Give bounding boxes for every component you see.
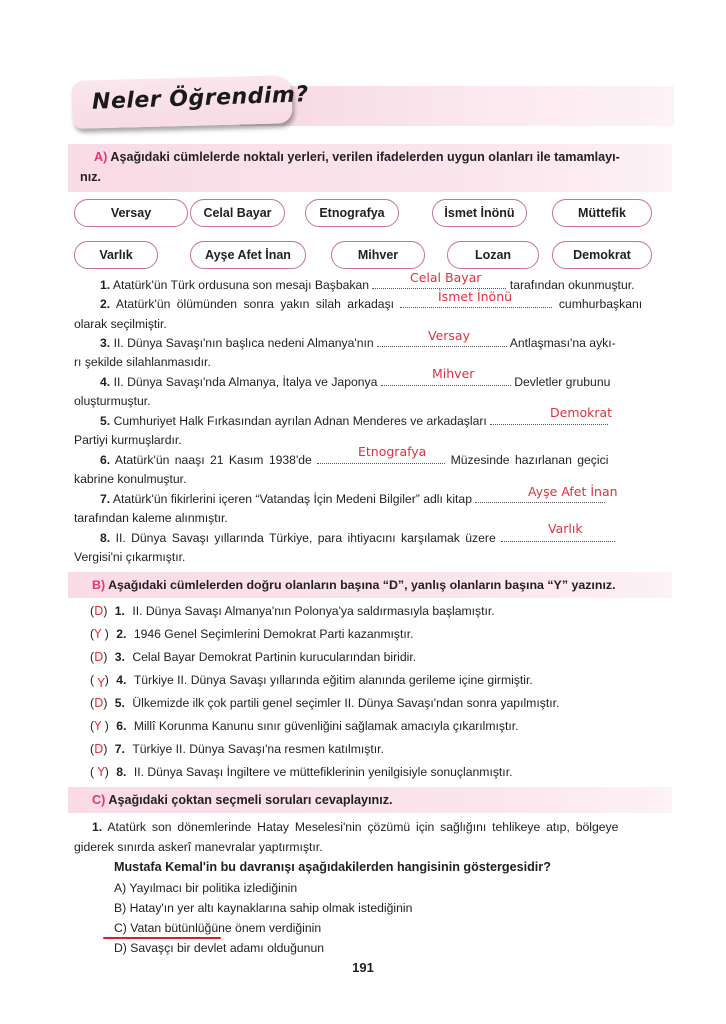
tf-item-4: ( Y) 4. Türkiye II. Dünya Savaşı yıllarında eğitim alanında gerileme içine girmiştir. bbox=[90, 673, 533, 690]
item-text: II. Dünya Savaşı Almanya'nın Polonya'ya saldırmasıyla başlamıştır. bbox=[132, 604, 495, 618]
item-text: Celal Bayar Demokrat Partinin kurucularından biridir. bbox=[132, 650, 417, 664]
tf-item-2: (Y ) 2. 1946 Genel Seçimlerini Demokrat Parti kazanmıştır. bbox=[90, 627, 414, 641]
word-chip: Lozan bbox=[447, 241, 539, 269]
item-text: Müzesinde hazırlanan geçici bbox=[450, 453, 609, 467]
tf-item-7: (D) 7. Türkiye II. Dünya Savaşı'na resmen katılmıştır. bbox=[90, 742, 384, 756]
word-chip: Demokrat bbox=[552, 241, 652, 269]
item-number: 8. bbox=[100, 531, 111, 545]
handwritten-answer: Ayşe Afet İnan bbox=[528, 484, 618, 499]
answer-underline-mark bbox=[103, 937, 221, 939]
item-continuation: Vergisi'ni çıkarmıştır. bbox=[74, 550, 186, 564]
mc-option-b[interactable]: B) Hatay'ın yer altı kaynaklarına sahip olmak istediğinin bbox=[114, 901, 413, 915]
handwritten-answer: Versay bbox=[428, 328, 470, 343]
item-text: Türkiye II. Dünya Savaşı yıllarında eğitim alanında gerileme içine girmiştir. bbox=[133, 673, 533, 687]
mc-option-c[interactable]: C) Vatan bütünlüğüne önem verdiğinin bbox=[114, 921, 322, 935]
fill-item-4 bbox=[100, 375, 610, 389]
word-chip: Versay bbox=[74, 199, 188, 227]
mc-question-stem-cont: giderek sınırda askerî manevralar yaptırmıştır. bbox=[74, 840, 323, 854]
handwritten-answer: İsmet İnönü bbox=[438, 289, 513, 304]
item-text: II. Dünya Savaşı'nın başlıca nedeni Almanya'nın bbox=[113, 336, 374, 350]
fill-item-6 bbox=[100, 453, 608, 467]
fill-item-5 bbox=[100, 414, 608, 428]
word-chip: Mihver bbox=[331, 241, 425, 269]
item-number: 3. bbox=[100, 336, 111, 350]
tf-answer-mark[interactable]: Y bbox=[97, 765, 105, 779]
tf-item-5: (D) 5. Ülkemizde ilk çok partili genel seçimler II. Dünya Savaşı'ndan sonra yapılmıştır. bbox=[90, 696, 560, 710]
item-number: 6. bbox=[100, 453, 111, 467]
item-number: 1. bbox=[92, 820, 103, 834]
mc-question-prompt: Mustafa Kemal'in bu davranışı aşağıdakilerden hangisinin göstergesidir? bbox=[114, 860, 551, 874]
word-chip: İsmet İnönü bbox=[432, 199, 527, 227]
word-chip: Müttefik bbox=[552, 199, 652, 227]
item-number: 5. bbox=[100, 414, 111, 428]
item-number: 1. bbox=[100, 278, 111, 292]
tf-answer-mark[interactable]: D bbox=[94, 696, 104, 710]
tf-answer-mark[interactable]: D bbox=[94, 742, 104, 756]
item-continuation: tarafından kaleme alınmıştır. bbox=[74, 511, 228, 525]
item-number: 7. bbox=[100, 492, 111, 506]
mc-option-a[interactable]: A) Yayılmacı bir politika izlediğinin bbox=[114, 881, 298, 895]
item-text: Devletler grubunu bbox=[514, 375, 611, 389]
item-number: 5. bbox=[114, 696, 125, 710]
item-text: Atatürk'ün fikirlerini içeren “Vatandaş İçin Medeni Bilgiler” adlı kitap bbox=[112, 492, 472, 506]
item-text: Ülkemizde ilk çok partili genel seçimler II. Dünya Savaşı'ndan sonra yapılmıştır. bbox=[132, 696, 560, 710]
item-text: Atatürk'ün ölümünden sonra yakın silah arkadaşı bbox=[115, 297, 395, 311]
item-number: 4. bbox=[100, 375, 111, 389]
section-b-letter: B) bbox=[92, 578, 106, 592]
item-text: II. Dünya Savaşı İngiltere ve müttefiklerinin yenilgisiyle sonuçlanmıştır. bbox=[133, 765, 513, 779]
tf-answer-mark[interactable]: Y bbox=[97, 676, 105, 690]
fill-item-1 bbox=[100, 278, 635, 292]
fill-item-8 bbox=[100, 531, 615, 545]
fill-item-3 bbox=[100, 336, 616, 350]
item-text: II. Dünya Savaşı yıllarında Türkiye, para ihtiyacını karşılamak üzere bbox=[115, 531, 496, 545]
question-text: Atatürk son dönemlerinde Hatay Meselesi'nin çözümü için sağlığını tehlikeye atıp, bölgeye bbox=[107, 820, 619, 834]
section-c-instruction-text: Aşağıdaki çoktan seçmeli soruları cevaplayınız. bbox=[108, 793, 393, 807]
handwritten-answer: Celal Bayar bbox=[410, 270, 482, 285]
item-text: Atatürk'ün naaşı 21 Kasım 1938'de bbox=[114, 453, 312, 467]
item-continuation: olarak seçilmiştir. bbox=[74, 317, 167, 331]
item-text: Türkiye II. Dünya Savaşı'na resmen katılmıştır. bbox=[132, 742, 384, 756]
item-text: Antlaşması'na aykı- bbox=[509, 336, 616, 350]
item-text: Millî Korunma Kanunu sınır güvenliğini sağlamak amacıyla çıkarılmıştır. bbox=[133, 719, 519, 733]
handwritten-answer: Etnografya bbox=[358, 444, 427, 459]
section-b-instruction bbox=[92, 574, 616, 596]
item-continuation: rı şekilde silahlanmasıdır. bbox=[74, 355, 211, 369]
section-a-instruction-line2: nız. bbox=[80, 170, 101, 184]
section-a-instruction bbox=[94, 146, 620, 168]
item-number: 7. bbox=[114, 742, 125, 756]
item-number: 2. bbox=[100, 297, 111, 311]
tf-answer-mark[interactable]: D bbox=[94, 650, 104, 664]
word-chip: Varlık bbox=[74, 241, 158, 269]
handwritten-answer: Mihver bbox=[432, 366, 475, 381]
word-chip: Ayşe Afet İnan bbox=[190, 241, 306, 269]
item-text: Cumhuriyet Halk Fırkasından ayrılan Adnan Menderes ve arkadaşları bbox=[113, 414, 487, 428]
item-continuation: oluşturmuştur. bbox=[74, 394, 151, 408]
item-text: cumhurbaşkanı bbox=[558, 297, 643, 311]
page-title: Neler Öğrendim? bbox=[91, 82, 310, 115]
handwritten-answer: Varlık bbox=[548, 521, 583, 536]
tf-item-1: (D) 1. II. Dünya Savaşı Almanya'nın Polonya'ya saldırmasıyla başlamıştır. bbox=[90, 604, 495, 618]
item-number: 8. bbox=[116, 765, 127, 779]
item-text: tarafından okunmuştur. bbox=[509, 278, 635, 292]
mc-question-stem bbox=[92, 820, 618, 834]
word-chip: Etnografya bbox=[305, 199, 399, 227]
section-c-instruction bbox=[92, 789, 393, 811]
item-text: II. Dünya Savaşı'nda Almanya, İtalya ve Japonya bbox=[113, 375, 378, 389]
tf-item-8: ( Y) 8. II. Dünya Savaşı İngiltere ve müttefiklerinin yenilgisiyle sonuçlanmıştır. bbox=[90, 765, 513, 779]
tf-answer-mark[interactable]: Y bbox=[94, 719, 102, 733]
item-number: 2. bbox=[116, 627, 127, 641]
tf-answer-mark[interactable]: Y bbox=[94, 627, 102, 641]
item-text: 1946 Genel Seçimlerini Demokrat Parti kazanmıştır. bbox=[133, 627, 414, 641]
section-a-letter: A) bbox=[94, 150, 108, 164]
mc-option-d[interactable]: D) Savaşçı bir devlet adamı olduğunun bbox=[114, 941, 325, 955]
handwritten-answer: Demokrat bbox=[550, 405, 613, 420]
item-number: 1. bbox=[114, 604, 125, 618]
section-a-instruction-line1: Aşağıdaki cümlelerde noktalı yerleri, verilen ifadelerden uygun olanları ile tamamlayı- bbox=[110, 150, 620, 164]
section-b-instruction-text: Aşağıdaki cümlelerden doğru olanların başına “D”, yanlış olanların başına “Y” yazınız. bbox=[108, 578, 616, 592]
tf-answer-mark[interactable]: D bbox=[94, 604, 104, 618]
item-continuation: kabrine konulmuştur. bbox=[74, 472, 187, 486]
page-number: 191 bbox=[352, 960, 374, 975]
item-number: 4. bbox=[116, 673, 127, 687]
item-number: 6. bbox=[116, 719, 127, 733]
tf-item-6: (Y ) 6. Millî Korunma Kanunu sınır güvenliğini sağlamak amacıyla çıkarılmıştır. bbox=[90, 719, 519, 733]
item-continuation: Partiyi kurmuşlardır. bbox=[74, 433, 182, 447]
fill-item-2 bbox=[100, 297, 642, 311]
item-number: 3. bbox=[114, 650, 125, 664]
section-c-letter: C) bbox=[92, 793, 106, 807]
item-text: Atatürk'ün Türk ordusuna son mesajı Başbakan bbox=[112, 278, 370, 292]
word-chip: Celal Bayar bbox=[190, 199, 285, 227]
tf-item-3: (D) 3. Celal Bayar Demokrat Partinin kurucularından biridir. bbox=[90, 650, 417, 664]
